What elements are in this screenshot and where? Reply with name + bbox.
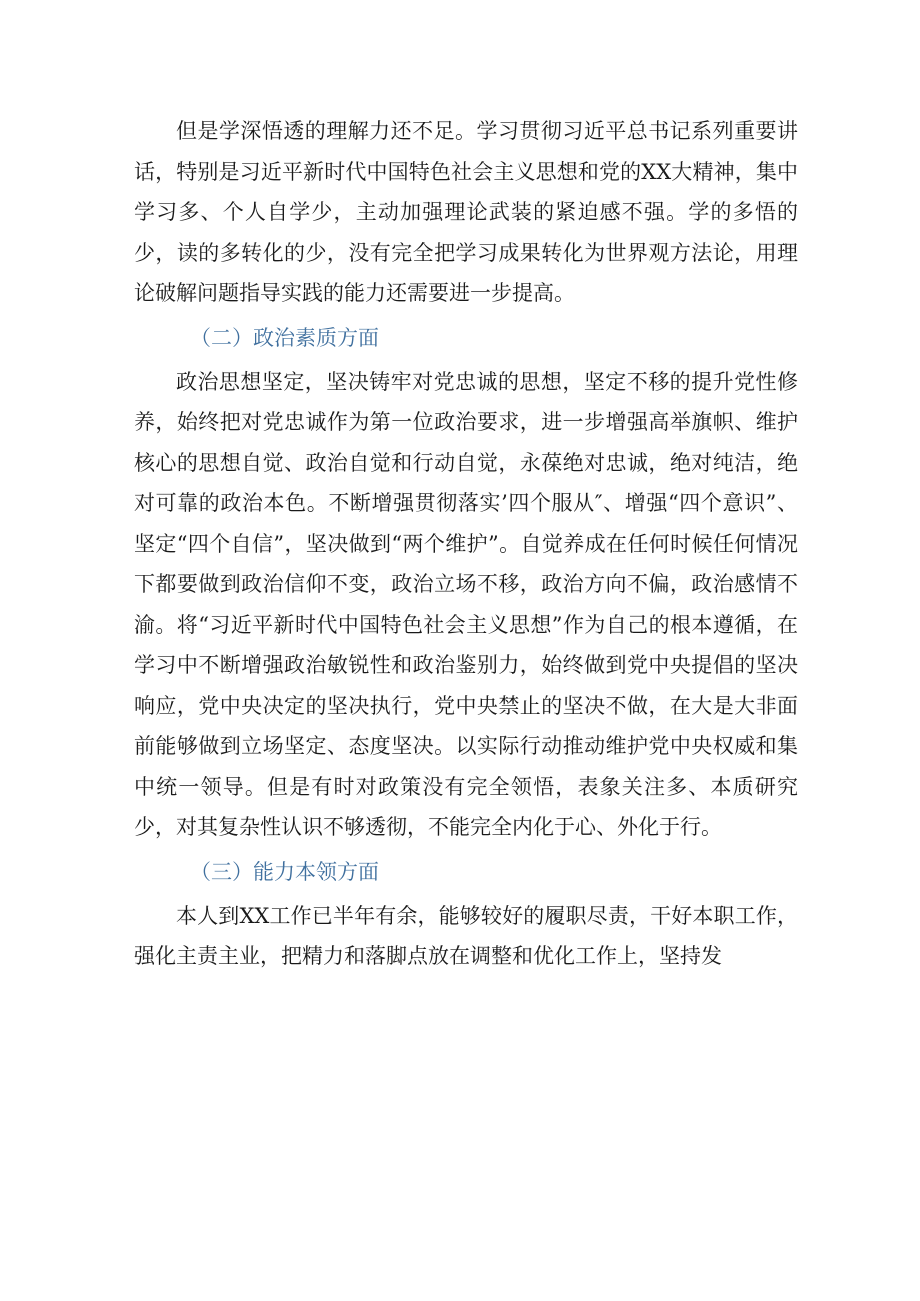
paragraph-political-quality: 政治思想坚定，坚决铸牢对党忠诚的思想，坚定不移的提升党性修养，始终把对党忠诚作为第一位政治要求，进一步增强高举旗帜、维护核心的思想自觉、政治自觉和行动自觉，永葆绝对忠诚，绝对纯洁，绝对可靠的政治本色。不断增强贯彻落实’四个服从″、增强“四个意识”、坚定“四个自信”，坚决做到“两个维护”。自觉养成在任何时候任何情况下都要做到政治信仰不变，政治立场不移，政治方向不偏，政治感情不渝。将“习近平新时代中国特色社会主义思想”作为自己的根本遵循，在学习中不断增强政治敏锐性和政治鉴别力，始终做到党中央提倡的坚决响应，党中央决定的坚决执行，党中央禁止的坚决不做，在大是大非面前能够做到立场坚定、态度坚决。以实际行动推动维护党中央权威和集中统一领导。但是有时对政策没有完全领悟，表象关注多、本质研究少，对其复杂性认识不够透彻，不能完全内化于心、外化于行。	[134, 369, 798, 839]
paragraph-ability: 本人到XX工作已半年有余，能够较好的履职尽责，干好本职工作，强化主责主业，把精力和落脚点放在调整和优化工作上，坚持发	[134, 903, 798, 968]
paragraph-study-shortcomings: 但是学深悟透的理解力还不足。学习贯彻习近平总书记系列重要讲话，特别是习近平新时代中国特色社会主义思想和党的XX大精神，集中学习多、个人自学少，主动加强理论武装的紧迫感不强。学的多悟的少，读的多转化的少，没有完全把学习成果转化为世界观方法论，用理论破解问题指导实践的能力还需要进一步提高。	[134, 119, 798, 305]
section-heading-ability: （三）能力本领方面	[190, 859, 379, 884]
section-heading-political-quality: （二）政治素质方面	[190, 325, 379, 350]
document-body	[134, 111, 798, 977]
